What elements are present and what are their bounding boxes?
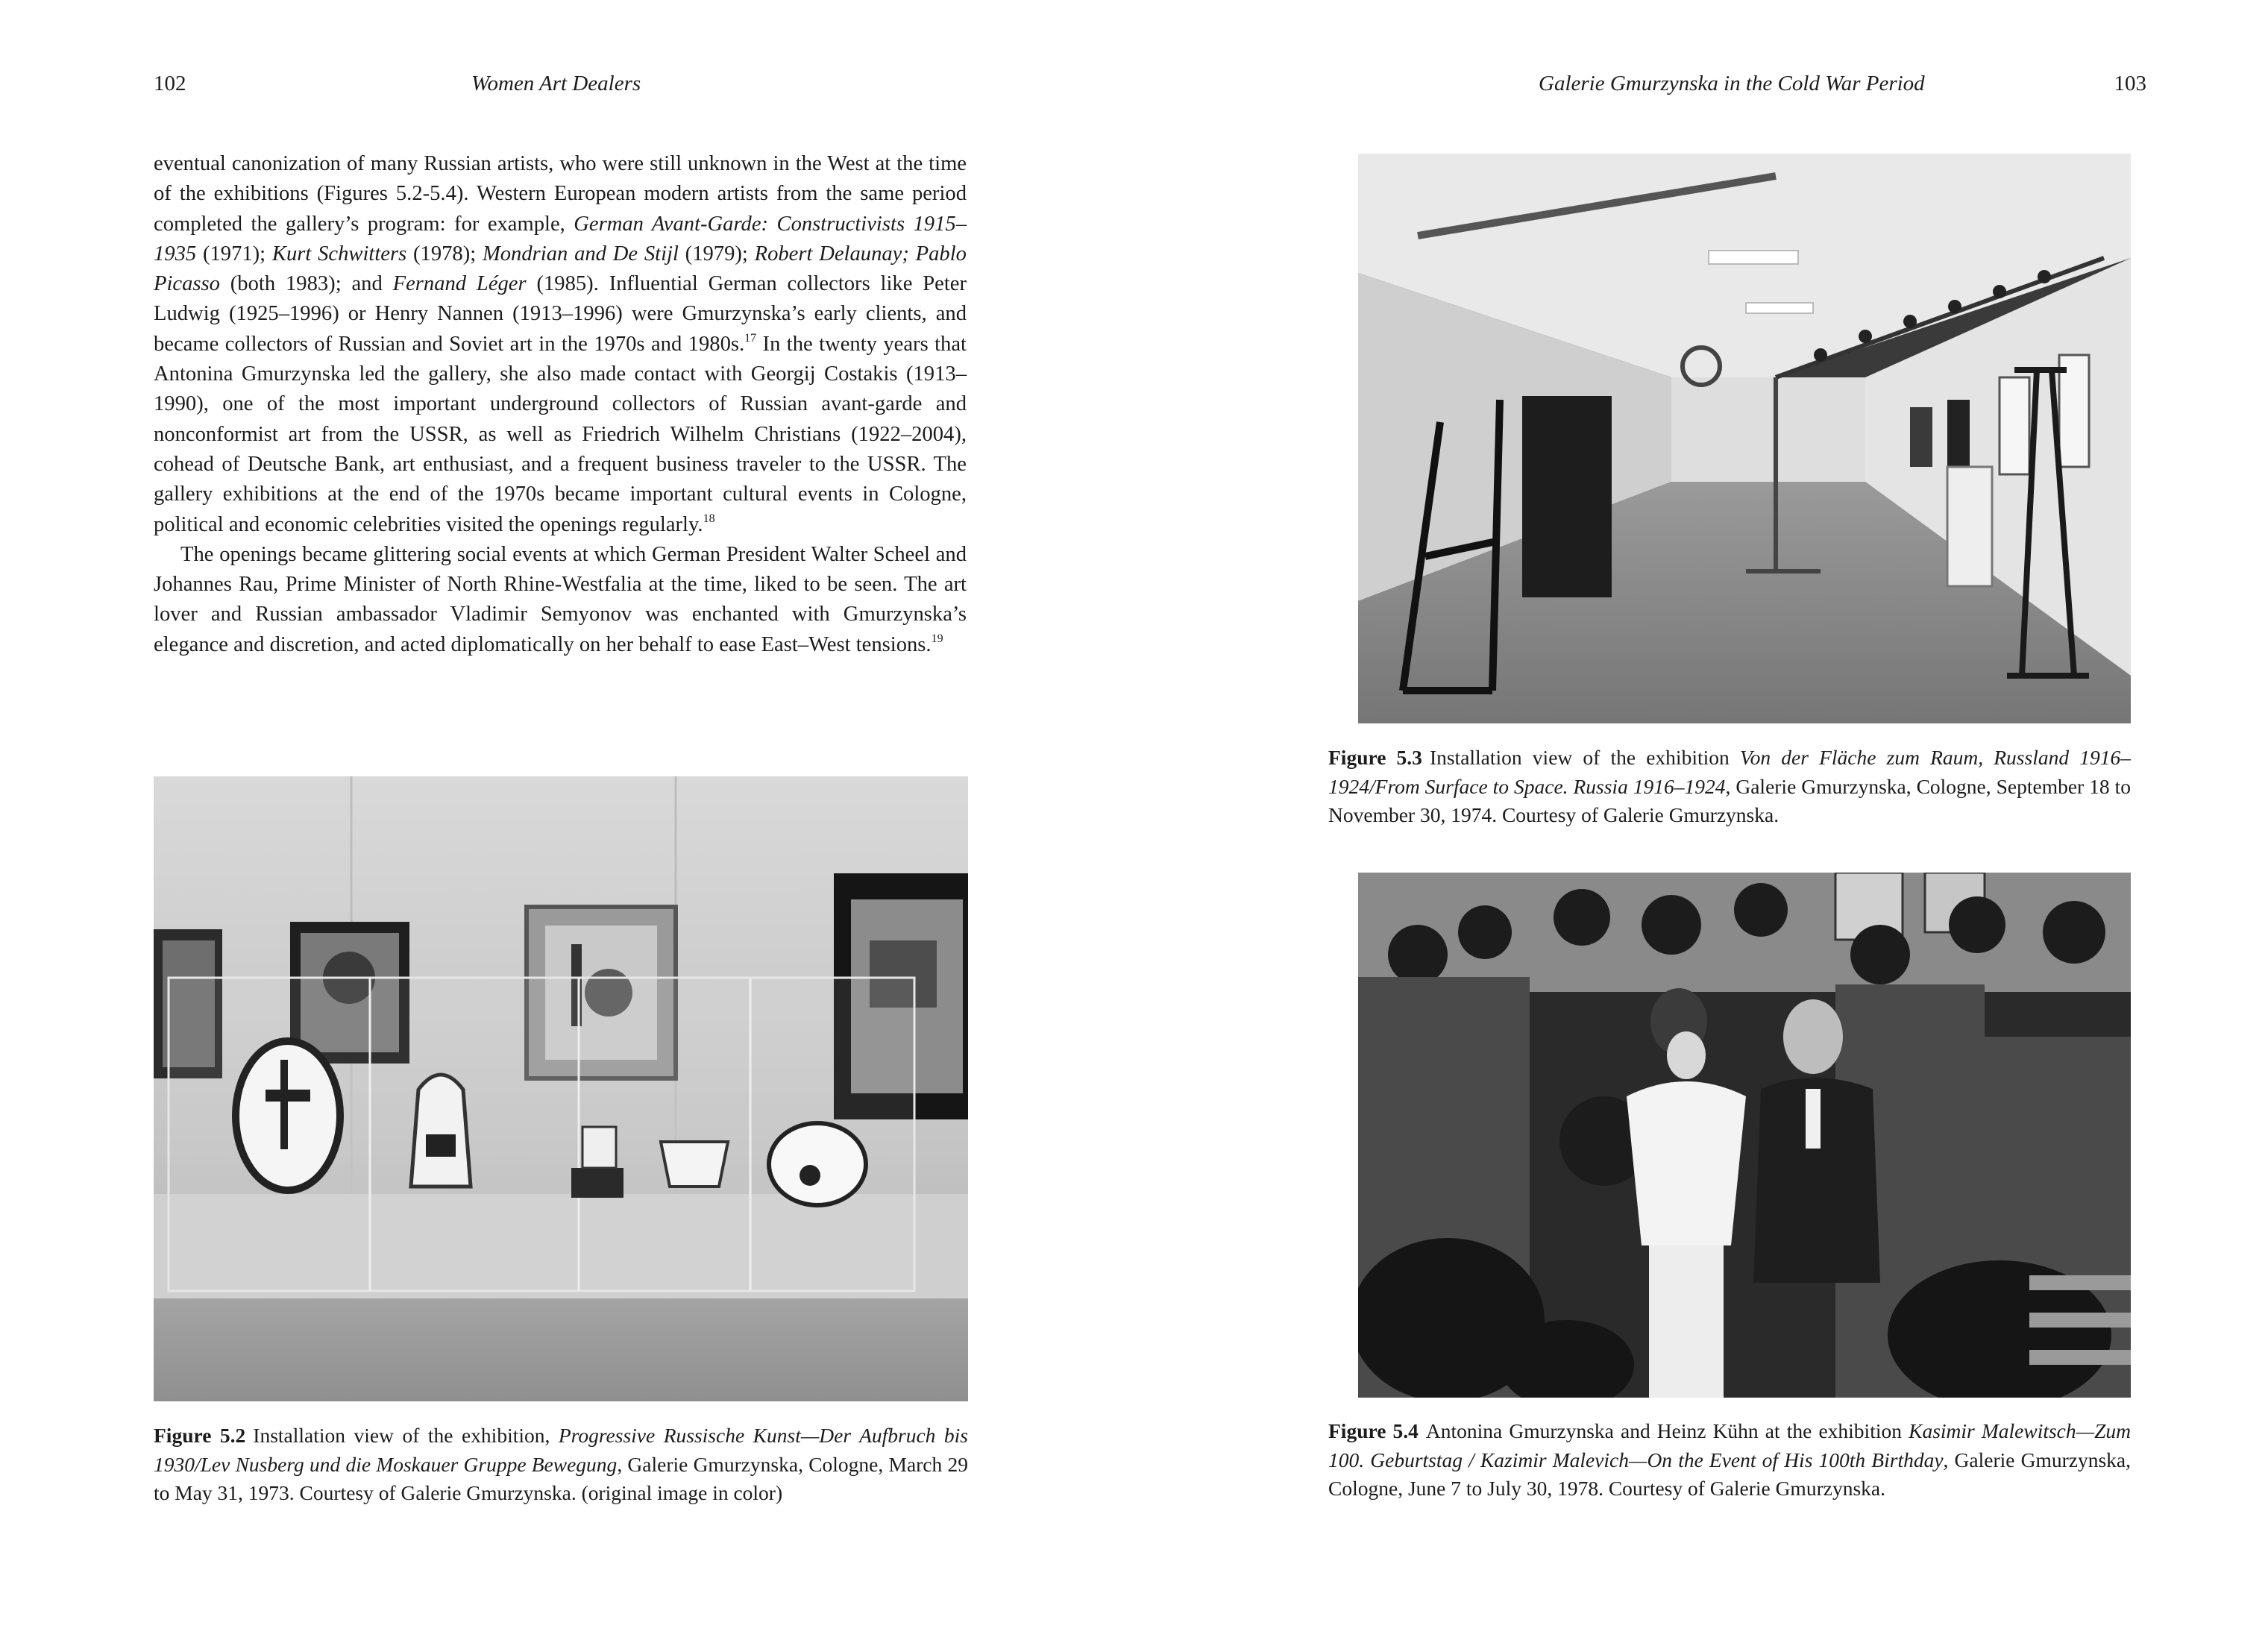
page-number-left: 102 (154, 72, 186, 95)
figure-5-3-caption: Figure 5.3 Installation view of the exhibition Von der Fläche zum Raum, Russland 1916–1924/From Surface to Space. Russia 1916–1924, Galerie Gmurzynska, Cologne, September 18 to November 30, 1974. Courtesy of Galerie Gmurzynska. (1328, 746, 2132, 826)
footnote-ref-19[interactable]: 19 (931, 632, 943, 645)
footnote-ref-18[interactable]: 18 (703, 512, 715, 525)
running-title-right: Galerie Gmurzynska in the Cold War Period (1539, 72, 1925, 95)
running-title-left: Women Art Dealers (471, 72, 641, 95)
figure-5-3-photo (1358, 154, 2131, 723)
figure-5-2-caption: Figure 5.2 Installation view of the exhibition, Progressive Russische Kunst—Der Aufbruch bis 1930/Lev Nusberg und die Moskauer Gruppe Bewegung, Galerie Gmurzynska, Cologne, March 29 to May 31, 1973. Courtesy of Galerie Gmurzynska. (original image in color) (154, 1424, 969, 1504)
figure-5-4-label: Figure 5.4 (1328, 1419, 1419, 1442)
figure-5-2-photo (154, 776, 968, 1401)
right-page: Galerie Gmurzynska in the Cold War Period 103 Figure 5.3 Installation view of the exhibition Von der Fläche zum Raum, Russland 1916–1924/From Surface to Space. Russia 1916–1924, Galerie Gmurzynska, Cologne, September 18 to November 30, 1974. Courtesy of Galerie Gmurzynska. Figure 5.4 Antonina Gmurzynska and Heinz Kühn at the exhibition Kasimir Malewitsch—Zum 100. Geburtstag / Kazimir Malevich—On the Event of His 100th Birthday, Galerie Gmurzynska, Cologne, June 7 to July 30, 1978. Courtesy of Galerie Gmurzynska. (1134, 0, 2268, 1640)
body-text (154, 149, 967, 660)
paragraph-2: The openings became glittering social events at which German President Walter Scheel and Johannes Rau, Prime Minister of North Rhine-Westfalia at the time, liked to be seen. The art lover and Russian ambassador Vladimir Semyonov was enchanted with Gmurzynska’s elegance and discretion, and acted diplomatically on her behalf to ease East–West tensions.$^{19}$ (154, 542, 967, 656)
figure-5-4-caption: Figure 5.4 Antonina Gmurzynska and Heinz Kühn at the exhibition Kasimir Malewitsch—Zum 100. Geburtstag / Kazimir Malevich—On the Event of His 100th Birthday, Galerie Gmurzynska, Cologne, June 7 to July 30, 1978. Courtesy of Galerie Gmurzynska. (1328, 1419, 2132, 1500)
footnote-ref-17[interactable]: 17 (744, 331, 757, 345)
figure-5-2-label: Figure 5.2 (154, 1424, 246, 1447)
paragraph-1: eventual canonization of many Russian artists, who were still unknown in the West at the time of the exhibitions (Figures 5.2-5.4). Western European modern artists from the same period completed the gallery’s program: for example, German Avant-Garde: Constructivists 1915–1935 (1971); Kurt Schwitters (1978); Mondrian and De Stijl (1979); Robert Delaunay; Pablo Picasso (both 1983); and Fernand Léger (1985). Influential German collectors like Peter Ludwig (1925–1996) or Henry Nannen (1913–1996) were Gmurzynska’s early clients, and became collectors of Russian and Soviet art in the 1970s and 1980s.$^{17}$ In the twenty years that Antonina Gmurzynska led the gallery, she also made contact with Georgij Costakis (1913–1990), one of the most important underground collectors of Russian avant-garde and nonconformist art from the USSR, as well as Friedrich Wilhelm Christians (1922–2004), cohead of Deutsche Bank, art enthusiast, and a frequent business traveler to the USSR. The gallery exhibitions at the end of the 1970s became important cultural events in Cologne, political and economic celebrities visited the openings regularly.$^{18}$ (154, 152, 967, 536)
figure-5-4-photo (1358, 873, 2131, 1398)
figure-5-3-label: Figure 5.3 (1328, 746, 1422, 769)
